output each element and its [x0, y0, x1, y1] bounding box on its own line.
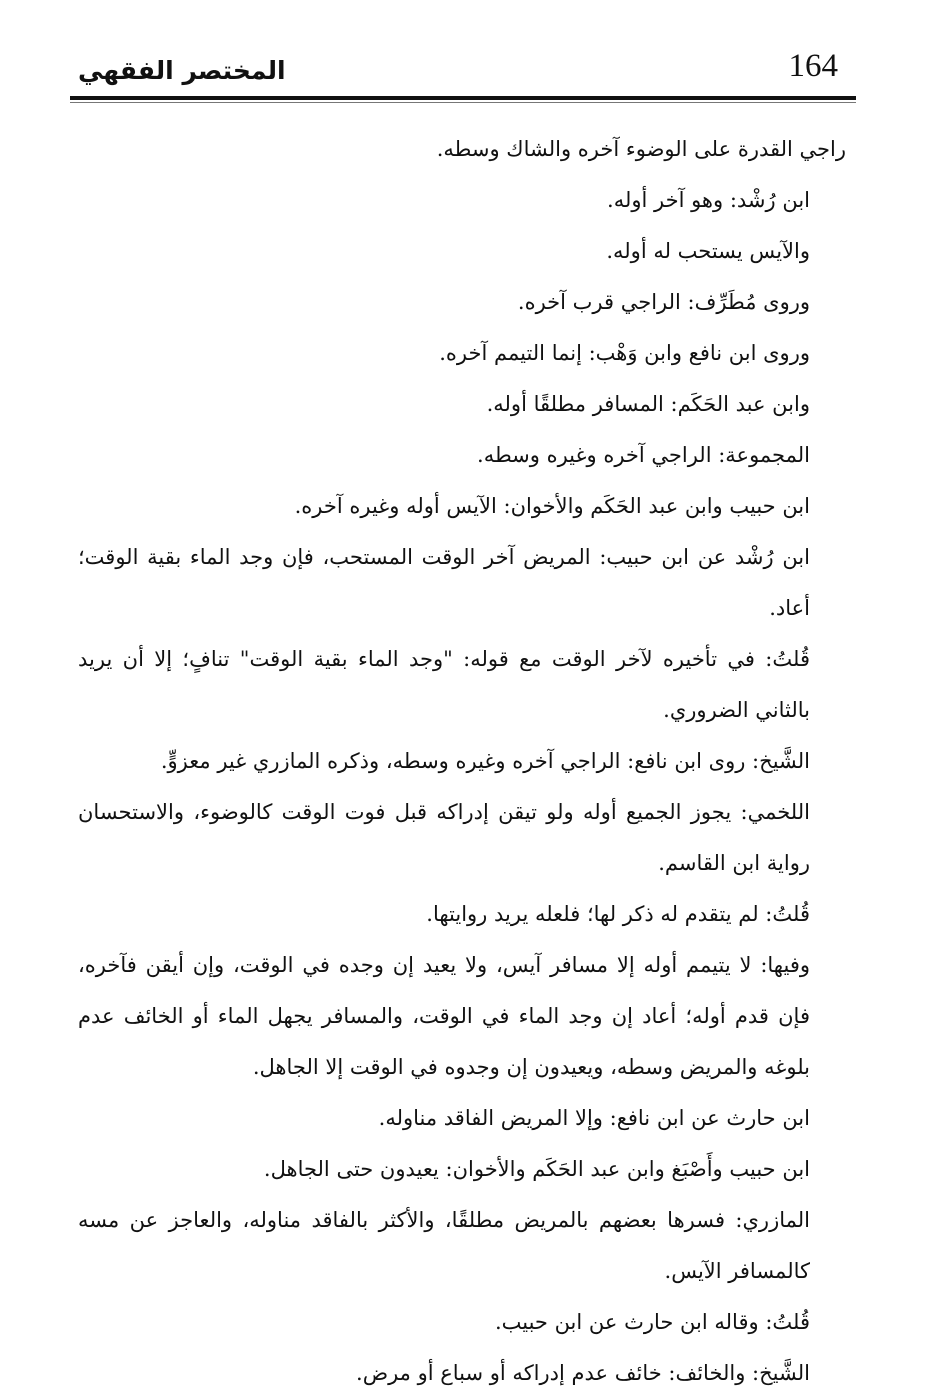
paragraph-4: وروى مُطَرِّف: الراجي قرب آخره.: [517, 290, 810, 314]
paragraph-15: ابن حارث عن ابن نافع: وإلا المريض الفاقد مناوله.: [378, 1106, 810, 1130]
paragraph-6: وابن عبد الحَكَم: المسافر مطلقًا أوله.: [486, 392, 810, 416]
header-rule: [70, 96, 856, 100]
page-header: [70, 46, 856, 98]
paragraph-16: ابن حبيب وأَصْبَغ وابن عبد الحَكَم والأخوان: يعيدون حتى الجاهل.: [263, 1157, 810, 1181]
paragraph-8: ابن حبيب وابن عبد الحَكَم والأخوان: الآيس أوله وغيره آخره.: [294, 494, 810, 518]
paragraph-3: والآيس يستحب له أوله.: [606, 239, 810, 263]
paragraph-17: المازري: فسرها بعضهم بالمريض مطلقًا، والأكثر بالفاقد مناوله، والعاجز عن مسه كالمسافر الآيس.: [78, 1208, 810, 1283]
body-text: [78, 124, 846, 1399]
paragraph-10: قُلتُ: في تأخيره لآخر الوقت مع قوله: "وجد الماء بقية الوقت" تنافٍ؛ إلا أن يريد بالثاني الضروري.: [78, 647, 810, 722]
paragraph-2: ابن رُشْد: وهو آخر أوله.: [607, 188, 810, 212]
header-rule-thin: [70, 102, 856, 103]
book-title: المختصر الفقهي: [78, 56, 286, 85]
paragraph-7: المجموعة: الراجي آخره وغيره وسطه.: [477, 443, 810, 467]
paragraph-13: قُلتُ: لم يتقدم له ذكر لها؛ فلعله يريد روايتها.: [426, 902, 810, 926]
paragraph-1: راجي القدرة على الوضوء آخره والشاك وسطه.: [436, 137, 846, 161]
page-number: 164: [788, 48, 838, 84]
paragraph-11: الشَّيخ: روى ابن نافع: الراجي آخره وغيره وسطه، وذكره المازري غير معزوٍّ.: [160, 749, 810, 773]
paragraph-5: وروى ابن نافع وابن وَهْب: إنما التيمم آخره.: [439, 341, 810, 365]
paragraph-14: وفيها: لا يتيمم أوله إلا مسافر آيس، ولا يعيد إن وجده في الوقت، وإن أيقن فآخره، فإن قدم أوله؛ أعاد إن وجد الماء في الوقت، والمسافر يجهل الماء أو الخائف عدم بلوغه والمريض وسطه، ويعيدون إن وجدوه في الوقت إلا الجاهل.: [78, 953, 810, 1079]
paragraph-19: الشَّيخ: والخائف: خائف عدم إدراكه أو سباع أو مرض.: [356, 1361, 810, 1385]
paragraph-12: اللخمي: يجوز الجميع أوله ولو تيقن إدراكه قبل فوت الوقت كالوضوء، والاستحسان رواية ابن القاسم.: [78, 800, 810, 875]
paragraph-9: ابن رُشْد عن ابن حبيب: المريض آخر الوقت المستحب، فإن وجد الماء بقية الوقت؛ أعاد.: [78, 545, 810, 620]
paragraph-18: قُلتُ: وقاله ابن حارث عن ابن حبيب.: [494, 1310, 810, 1334]
